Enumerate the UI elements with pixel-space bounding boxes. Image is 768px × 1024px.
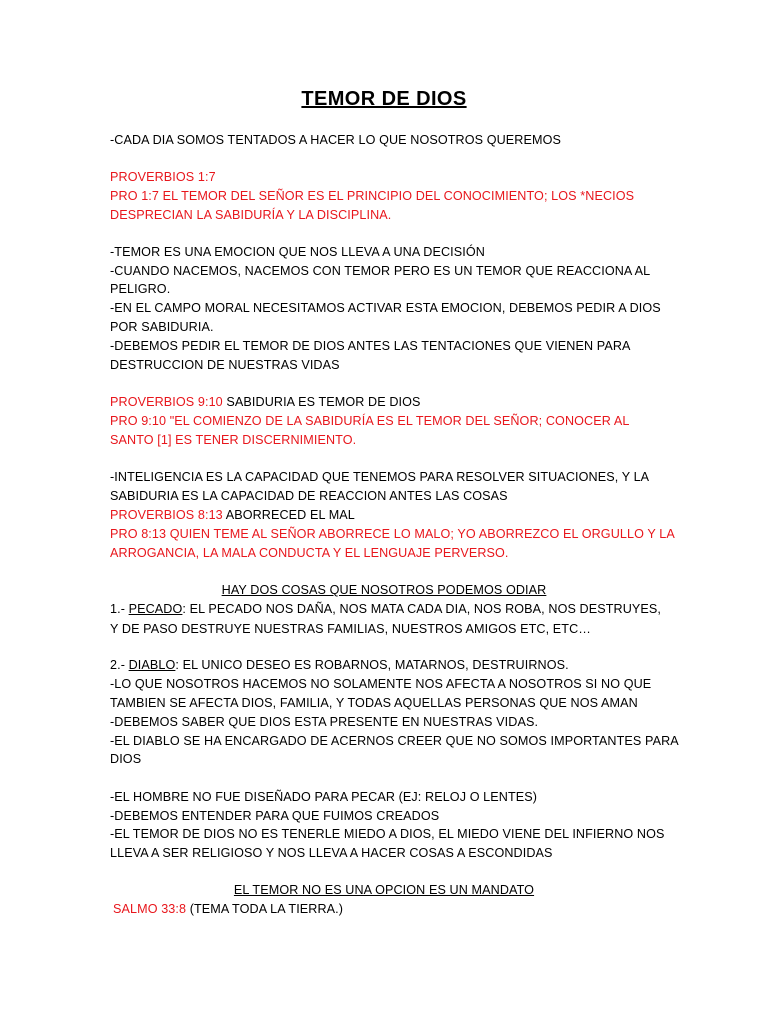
paragraph-line: -CUANDO NACEMOS, NACEMOS CON TEMOR PERO ES UN TEMOR QUE REACCIONA AL (110, 264, 651, 278)
paragraph-line: TAMBIEN SE AFECTA DIOS, FAMILIA, Y TODAS AQUELLAS PERSONAS QUE NOS AMAN (110, 696, 638, 710)
document-title: TEMOR DE DIOS (301, 88, 467, 110)
list-item-line (110, 600, 661, 619)
paragraph-line: -EN EL CAMPO MORAL NECESITAMOS ACTIVAR ESTA EMOCION, DEBEMOS PEDIR A DIOS (110, 301, 661, 315)
list-term: DIABLO (128, 658, 176, 672)
paragraph-line: -CADA DIA SOMOS TENTADOS A HACER LO QUE NOSOTROS QUEREMOS (110, 133, 561, 147)
scripture-quote-line: PRO 8:13 QUIEN TEME AL SEÑOR ABORRECE LO MALO; YO ABORREZCO EL ORGULLO Y LA (110, 527, 675, 541)
scripture-quote-line: ARROGANCIA, LA MALA CONDUCTA Y EL LENGUAJE PERVERSO. (110, 546, 509, 560)
list-number: 2.- (110, 658, 129, 672)
list-text: : EL PECADO NOS DAÑA, NOS MATA CADA DIA, NOS ROBA, NOS DESTRUYES, (182, 602, 662, 616)
reference-line (113, 900, 343, 919)
paragraph-line: -TEMOR ES UNA EMOCION QUE NOS LLEVA A UNA DECISIÓN (110, 245, 485, 259)
paragraph-line: SABIDURIA ES LA CAPACIDAD DE REACCION ANTES LAS COSAS (110, 489, 508, 503)
section-heading: EL TEMOR NO ES UNA OPCION ES UN MANDATO (233, 883, 535, 897)
paragraph-line: -EL HOMBRE NO FUE DISEÑADO PARA PECAR (EJ: RELOJ O LENTES) (110, 790, 538, 804)
paragraph-line: -EL DIABLO SE HA ENCARGADO DE ACERNOS CREER QUE NO SOMOS IMPORTANTES PARA (110, 734, 679, 748)
paragraph-line: LLEVA A SER RELIGIOSO Y NOS LLEVA A HACER COSAS A ESCONDIDAS (110, 846, 553, 860)
scripture-quote-line: SANTO [1] ES TENER DISCERNIMIENTO. (110, 433, 357, 447)
list-term: PECADO (128, 602, 183, 616)
paragraph-line: -EL TEMOR DE DIOS NO ES TENERLE MIEDO A DIOS, EL MIEDO VIENE DEL INFIERNO NOS (110, 827, 665, 841)
paragraph-line: -DEBEMOS ENTENDER PARA QUE FUIMOS CREADOS (110, 809, 440, 823)
paragraph-line: -INTELIGENCIA ES LA CAPACIDAD QUE TENEMOS PARA RESOLVER SITUACIONES, Y LA (110, 470, 650, 484)
scripture-reference: SALMO 33:8 (113, 902, 187, 916)
scripture-reference: PROVERBIOS 1:7 (110, 170, 216, 184)
paragraph-line: DESTRUCCION DE NUESTRAS VIDAS (110, 358, 340, 372)
reference-comment: ABORRECED EL MAL (222, 508, 355, 522)
reference-comment: (TEMA TODA LA TIERRA.) (186, 902, 344, 916)
paragraph-line: POR SABIDURIA. (110, 320, 214, 334)
paragraph-line: -DEBEMOS PEDIR EL TEMOR DE DIOS ANTES LAS TENTACIONES QUE VIENEN PARA (110, 339, 631, 353)
list-item-line (110, 656, 569, 675)
paragraph-line: PELIGRO. (110, 282, 171, 296)
scripture-reference: PROVERBIOS 8:13 (110, 508, 223, 522)
paragraph-line: -DEBEMOS SABER QUE DIOS ESTA PRESENTE EN NUESTRAS VIDAS. (110, 715, 539, 729)
list-number: 1.- (110, 602, 129, 616)
paragraph-line: Y DE PASO DESTRUYE NUESTRAS FAMILIAS, NUESTROS AMIGOS ETC, ETC… (110, 622, 591, 636)
scripture-quote-line: PRO 1:7 EL TEMOR DEL SEÑOR ES EL PRINCIPIO DEL CONOCIMIENTO; LOS *NECIOS (110, 189, 635, 203)
reference-line (110, 393, 421, 412)
reference-line (110, 506, 355, 525)
paragraph-line: -LO QUE NOSOTROS HACEMOS NO SOLAMENTE NOS AFECTA A NOSOTROS SI NO QUE (110, 677, 652, 691)
scripture-reference: PROVERBIOS 9:10 (110, 395, 223, 409)
paragraph-line: DIOS (110, 752, 142, 766)
scripture-quote-line: DESPRECIAN LA SABIDURÍA Y LA DISCIPLINA. (110, 208, 392, 222)
section-heading: HAY DOS COSAS QUE NOSOTROS PODEMOS ODIAR (221, 583, 547, 597)
scripture-quote-line: PRO 9:10 "EL COMIENZO DE LA SABIDURÍA ES EL TEMOR DEL SEÑOR; CONOCER AL (110, 414, 630, 428)
list-text: : EL UNICO DESEO ES ROBARNOS, MATARNOS, DESTRUIRNOS. (175, 658, 569, 672)
reference-comment: SABIDURIA ES TEMOR DE DIOS (222, 395, 421, 409)
